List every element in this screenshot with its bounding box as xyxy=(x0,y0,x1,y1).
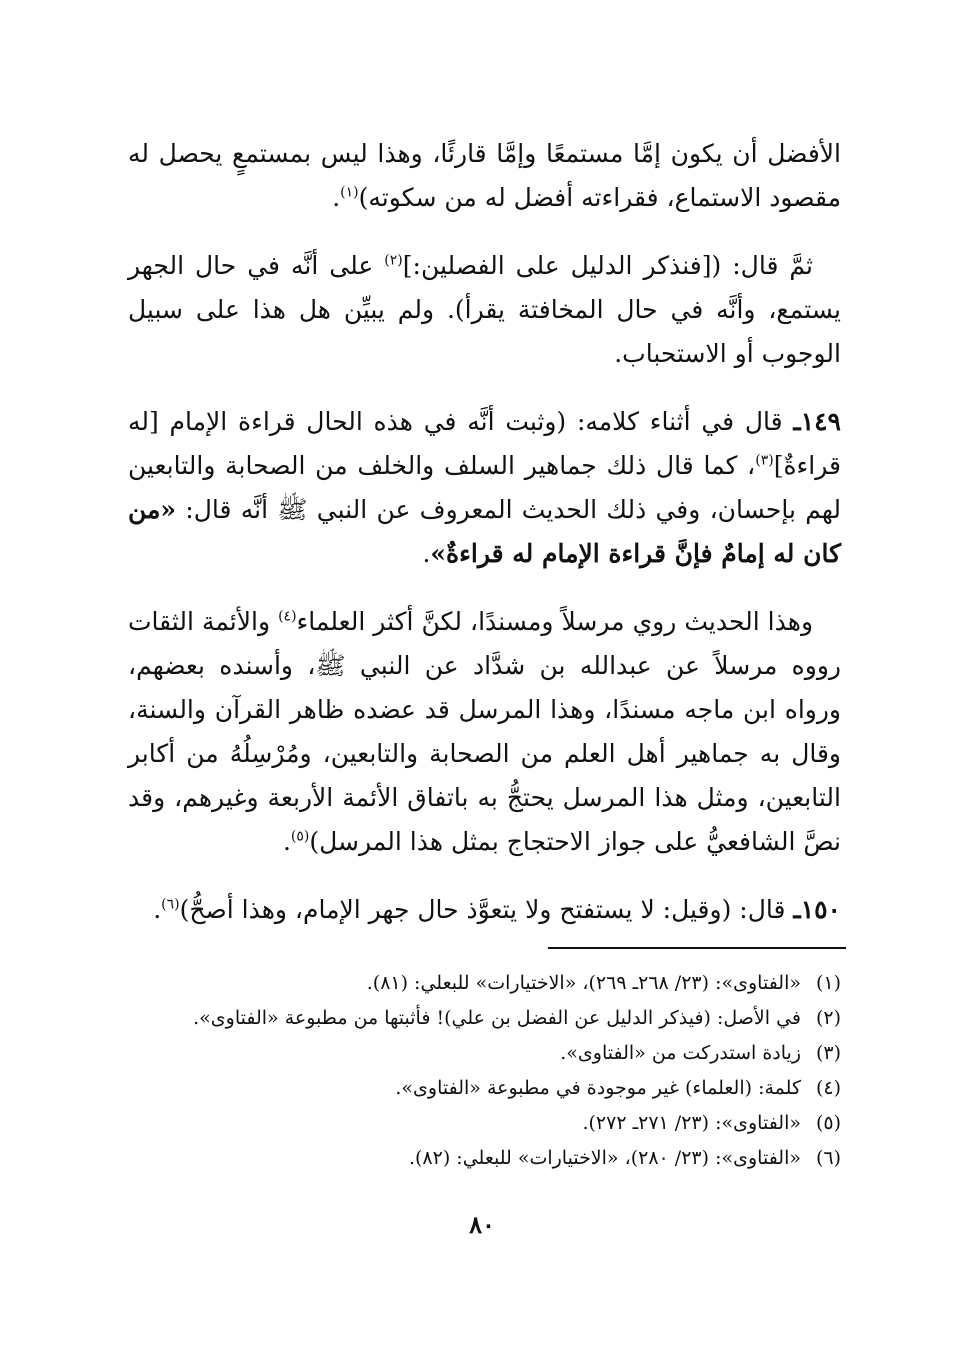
section-number: ١٥٠ـ xyxy=(793,895,841,924)
footnote xyxy=(128,966,841,1001)
footnote-number: (١) xyxy=(815,972,841,994)
paragraph-text: قال في أثناء كلامه: (وثبت أنَّه في هذه الحال قراءة الإمام [له قراءةٌ] xyxy=(128,407,841,480)
page-number: ٨٠ xyxy=(469,1210,495,1239)
paragraph-text: ، كما قال ذلك جماهير السلف والخلف من الصحابة والتابعين لهم بإحسان، وفي ذلك الحديث المعروف عن النبي ﷺ أنَّه قال: xyxy=(128,451,841,524)
paragraph-text: الأفضل أن يكون إمَّا مستمعًا وإمَّا قارئًا، وهذا ليس بمستمعٍ يحصل له مقصود الاستماع، فقراءته أفضل له من سكوته) xyxy=(128,139,841,212)
paragraph-text: . xyxy=(153,895,162,924)
footnote xyxy=(128,1071,841,1106)
footnote-text: زيادة استدركت من «الفتاوى». xyxy=(560,1042,801,1064)
paragraph xyxy=(128,132,841,220)
paragraph-text: . xyxy=(422,539,431,568)
footnotes xyxy=(128,966,841,1176)
paragraph-text: . xyxy=(282,827,291,856)
footnote xyxy=(128,1036,841,1071)
paragraph xyxy=(128,244,841,376)
footnote-number: (٤) xyxy=(815,1077,841,1099)
footnote-number: (٦) xyxy=(815,1147,841,1169)
footnote-number: (٢) xyxy=(815,1007,841,1029)
main-text xyxy=(128,132,841,956)
paragraph xyxy=(128,400,841,576)
section-number: ١٤٩ـ xyxy=(793,407,841,436)
footnote xyxy=(128,1141,841,1176)
paragraph-text: وهذا الحديث روي مرسلاً ومسندًا، لكنَّ أكثر العلماء xyxy=(296,607,814,636)
footnote-number: (٣) xyxy=(815,1042,841,1064)
footnote-ref: (١) xyxy=(340,184,359,201)
footnote-ref: (٣) xyxy=(755,452,774,469)
hadith-quote: «من كان له إمامٌ فإنَّ قراءة الإمام له قراءةٌ» xyxy=(128,495,841,568)
paragraph-text: ثمَّ قال: ([فنذكر الدليل على الفصلين:] xyxy=(402,251,813,280)
paragraph-text: . xyxy=(332,183,341,212)
footnote-text: «الفتاوى»: (٢٣/ ٢٧١ـ ٢٧٢). xyxy=(582,1112,801,1134)
footnote-ref: (٢) xyxy=(384,252,403,269)
paragraph xyxy=(128,888,841,932)
footnote-text: كلمة: (العلماء) غير موجودة في مطبوعة «الفتاوى». xyxy=(395,1077,801,1099)
footnote-text: في الأصل: (فيذكر الدليل عن الفضل بن علي)! فأثبتها من مطبوعة «الفتاوى». xyxy=(193,1007,801,1029)
footnote-ref: (٦) xyxy=(161,896,180,913)
footnote-divider xyxy=(548,947,846,949)
paragraph-text: على أنَّه في حال الجهر يستمع، وأنَّه في حال المخافتة يقرأ). ولم يبيِّن هل هذا على سبيل الوجوب أو الاستحباب. xyxy=(128,251,841,368)
footnote xyxy=(128,1001,841,1036)
footnote-number: (٥) xyxy=(815,1112,841,1134)
paragraph-text: قال: (وقيل: لا يستفتح ولا يتعوَّذ حال جهر الإمام، وهذا أصحُّ) xyxy=(179,895,794,924)
footnote-text: «الفتاوى»: (٢٣/ ٢٨٠)، «الاختيارات» للبعلي: (٨٢). xyxy=(408,1147,801,1169)
footnote-text: «الفتاوى»: (٢٣/ ٢٦٨ـ ٢٦٩)، «الاختيارات» للبعلي: (٨١). xyxy=(366,972,801,994)
paragraph xyxy=(128,600,841,864)
footnote-ref: (٥) xyxy=(290,828,310,845)
paragraph-text: والأئمة الثقات رووه مرسلاً عن عبدالله بن شدَّاد عن النبي ﷺ، وأسنده بعضهم، ورواه ابن ماجه مسندًا، وهذا المرسل قد عضده ظاهر القرآن والسنة، وقال به جماهير أهل العلم من الصحابة والتابعين، ومُرْسِلُهُ من أكابر التابعين، ومثل هذا المرسل يحتجُّ به باتفاق الأئمة الأربعة وغيرهم، وقد نصَّ الشافعيُّ على جواز الاحتجاج بمثل هذا المرسل) xyxy=(128,607,841,856)
footnote-ref: (٤) xyxy=(278,608,297,625)
footnote xyxy=(128,1106,841,1141)
